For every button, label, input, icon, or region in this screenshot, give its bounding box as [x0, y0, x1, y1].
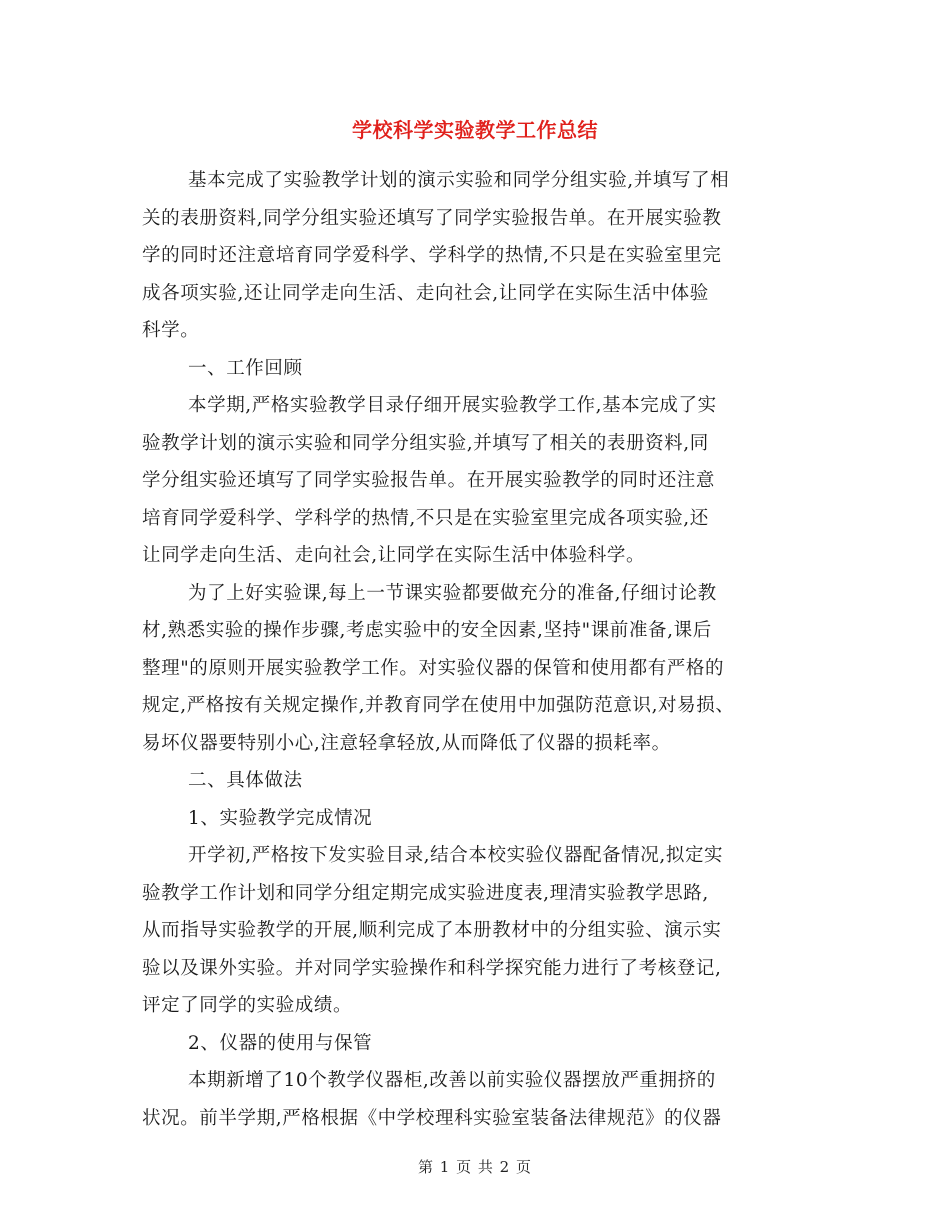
- page-footer: 第 1 页 共 2 页: [418, 1158, 532, 1176]
- text-line: 材,熟悉实验的操作步骤,考虑实验中的安全因素,坚持"课前准备,课后: [142, 620, 712, 641]
- text-line: 状况。前半学期,严格根据《中学校理科实验室装备法律规范》的仪器: [142, 1107, 722, 1129]
- text-line: 评定了同学的实验成绩。: [142, 995, 353, 1016]
- text-line: 成各项实验,还让同学走向生活、走向社会,让同学在实际生活中体验: [142, 282, 709, 304]
- text-line: 本期新增了10个教学仪器柜,改善以前实验仪器摆放严重拥挤的: [188, 1070, 716, 1091]
- text-line: 2、仪器的使用与保管: [188, 1032, 373, 1054]
- text-line: 为了上好实验课,每上一节课实验都要做充分的准备,仔细讨论教: [188, 582, 717, 604]
- text-line: 培育同学爱科学、学科学的热情,不只是在实验室里完成各项实验,还: [142, 507, 709, 529]
- text-line: 基本完成了实验教学计划的演示实验和同学分组实验,并填写了相: [188, 170, 730, 191]
- text-line: 验教学计划的演示实验和同学分组实验,并填写了相关的表册资料,同: [142, 432, 709, 454]
- text-line: 本学期,严格实验教学目录仔细开展实验教学工作,基本完成了实: [188, 395, 717, 416]
- text-line: 开学初,严格按下发实验目录,结合本校实验仪器配备情况,拟定实: [188, 845, 724, 866]
- text-line: 整理"的原则开展实验教学工作。对实验仪器的保管和使用都有严格的: [142, 657, 725, 679]
- text-line: 二、具体做法: [188, 770, 303, 791]
- text-line: 从而指导实验教学的开展,顺利完成了本册教材中的分组实验、演示实: [142, 920, 722, 941]
- text-line: 一、工作回顾: [188, 357, 303, 379]
- text-line: 学分组实验还填写了同学实验报告单。在开展实验教学的同时还注意: [142, 470, 716, 491]
- text-line: 关的表册资料,同学分组实验还填写了同学实验报告单。在开展实验教: [142, 207, 722, 229]
- text-line: 科学。: [142, 320, 200, 341]
- text-line: 验以及课外实验。并对同学实验操作和科学探究能力进行了考核登记,: [142, 957, 722, 979]
- text-line: 让同学走向生活、走向社会,让同学在实际生活中体验科学。: [142, 545, 646, 566]
- text-line: 1、实验教学完成情况: [188, 807, 373, 829]
- text-line: 学的同时还注意培育同学爱科学、学科学的热情,不只是在实验室里完: [142, 245, 722, 266]
- text-line: 规定,严格按有关规定操作,并教育同学在使用中加强防范意识,对易损、: [142, 695, 735, 716]
- document-title: 学校科学实验教学工作总结: [352, 118, 598, 142]
- document-body: [142, 162, 810, 1137]
- text-line: 验教学工作计划和同学分组定期完成实验进度表,理清实验教学思路,: [142, 882, 709, 904]
- text-line: 易坏仪器要特别小心,注意轻拿轻放,从而降低了仪器的损耗率。: [142, 732, 671, 754]
